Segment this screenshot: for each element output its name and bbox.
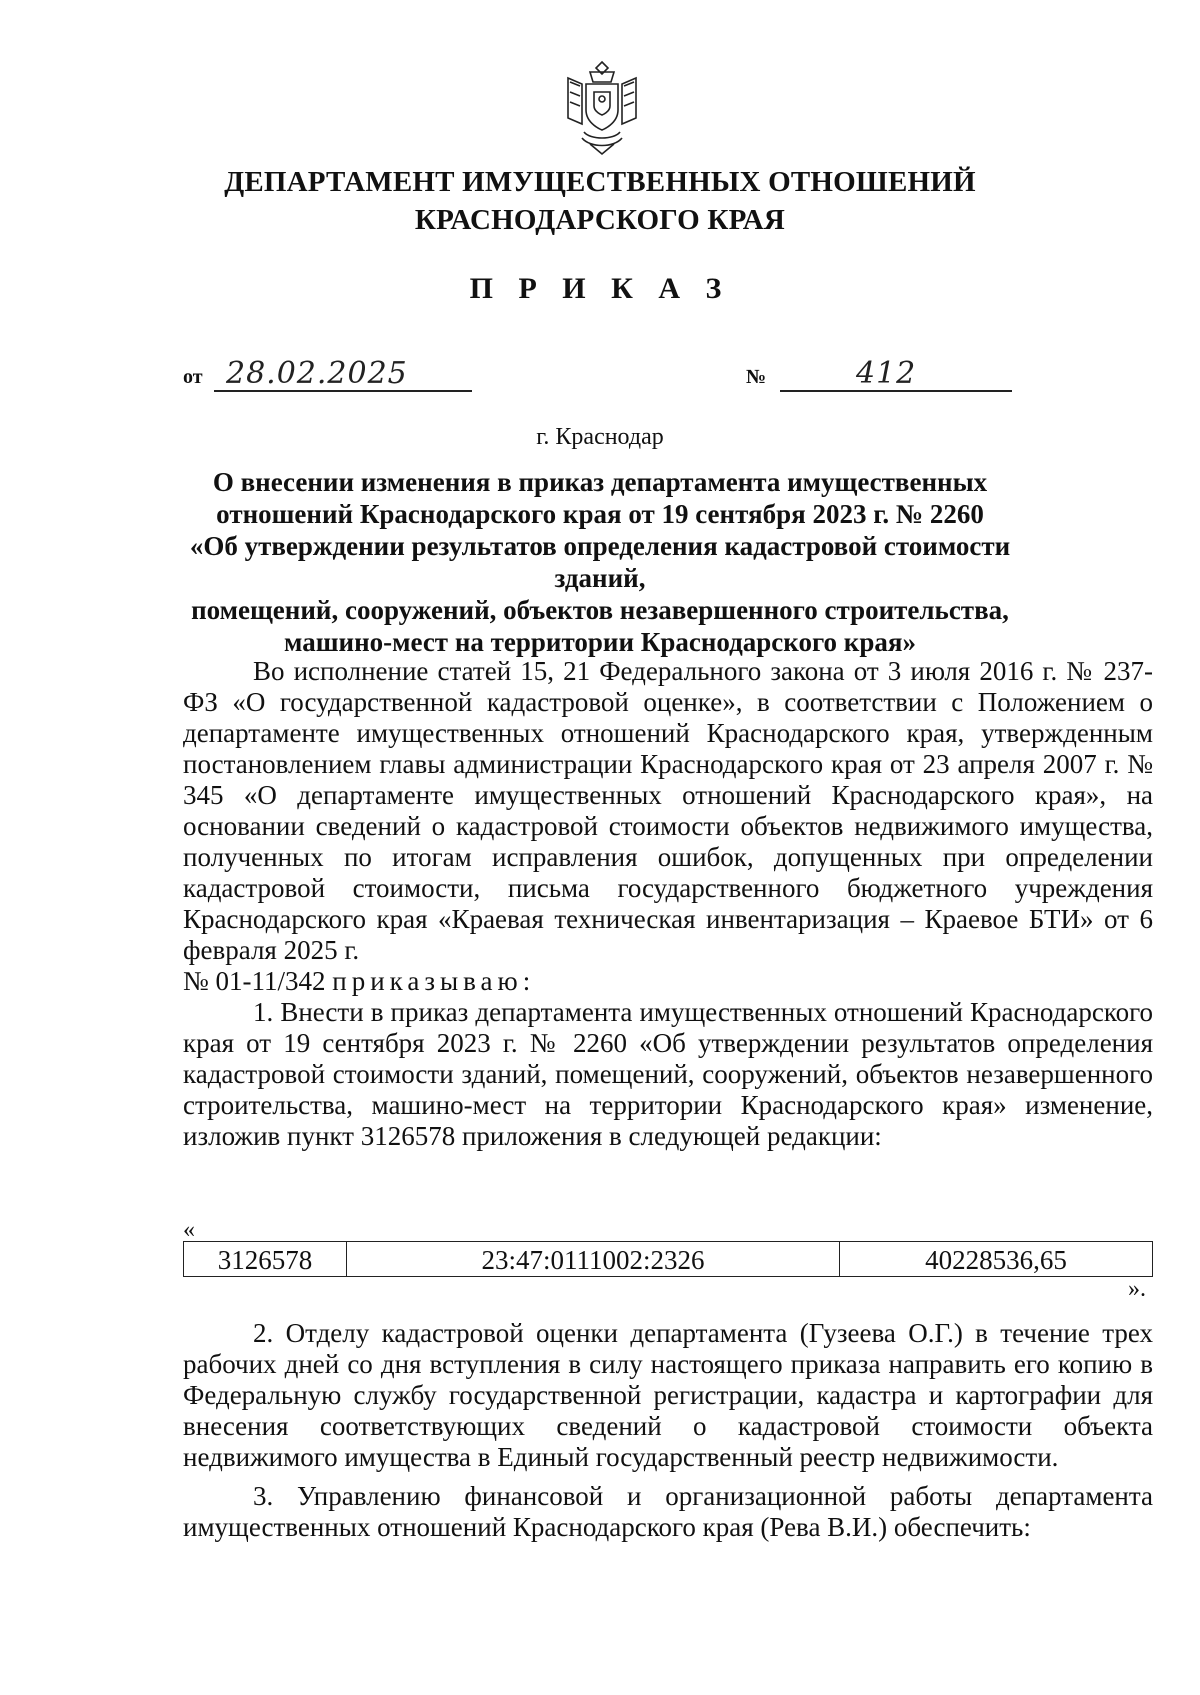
date-prefix: от [183, 366, 203, 388]
number-handwritten: 412 [856, 356, 917, 391]
number-prefix: № [746, 366, 767, 388]
city: г. Краснодар [536, 424, 664, 450]
cell-point: 3126578 [184, 1242, 347, 1277]
cell-value: 40228536,65 [840, 1242, 1153, 1277]
heading-line-2: отношений Краснодарского края от 19 сентября 2023 г. № 2260 [216, 499, 984, 529]
table-row [184, 1242, 1153, 1277]
item-3-paragraph: 3. Управлению финансовой и организационной работы департамента имущественных отношений Краснодарского края (Рева В.И.) обеспечить: [183, 1481, 1153, 1542]
preamble-paragraph: Во исполнение статей 15, 21 Федерального закона от 3 июля 2016 г. № 237-ФЗ «О государственной кадастровой оценке», в соответствии с Положением о департаменте имущественных отношений Краснодарского края, утвержденным постановлением главы администрации Краснодарского края от 23 апреля 2007 г. № 345 «О департаменте имущественных отношений Краснодарского края», на основании сведений о кадастровой стоимости объектов недвижимого имущества, полученных по итогам исправления ошибок, допущенных при определении кадастровой стоимости, письма государственного бюджетного учреждения Краснодарского края «Краевая техническая инвентаризация – Краевое БТИ» от 6 февраля 2025 г. [183, 656, 1153, 965]
item-2-paragraph: 2. Отделу кадастровой оценки департамента (Гузеева О.Г.) в течение трех рабочих дней со дня вступления в силу настоящего приказа направить его копию в Федеральную службу государственной регистрации, кадастра и картографии для внесения соответствующих сведений о кадастровой стоимости объекта недвижимого имущества в Единый государственный реестр недвижимости. [183, 1318, 1153, 1472]
cell-cadastral-number: 23:47:0111002:2326 [347, 1242, 840, 1277]
item-1-paragraph: 1. Внести в приказ департамента имущественных отношений Краснодарского края от 19 сентября 2023 г. № 2260 «Об утверждении результатов определения кадастровой стоимости зданий, помещений, сооружений, объектов незавершенного строительства, машино-мест на территории Краснодарского края» изменение, изложив пункт 3126578 приложения в следующей редакции: [183, 997, 1153, 1151]
heading-line-3: «Об утверждении результатов определения кадастровой стоимости зданий, [189, 531, 1011, 593]
order-title: П Р И К А З [469, 272, 731, 305]
quote-open: « [183, 1217, 195, 1243]
appendix-row-table [183, 1241, 1153, 1277]
preamble-end: № 01-11/342 приказываю: [183, 966, 536, 996]
body-block-2 [183, 1318, 1153, 1543]
document-heading [160, 466, 1040, 658]
heading-line-5: машино-мест на территории Краснодарского края» [284, 627, 916, 657]
heading-line-4: помещений, сооружений, объектов незавершенного строительства, [191, 595, 1009, 625]
heading-line-1: О внесении изменения в приказ департамента имущественных [212, 467, 988, 497]
date-handwritten: 28.02.2025 [226, 356, 408, 391]
order-verb: приказываю: [332, 966, 536, 996]
coat-of-arms-icon [560, 58, 644, 158]
department-name-line1: ДЕПАРТАМЕНТ ИМУЩЕСТВЕННЫХ ОТНОШЕНИЙ [224, 166, 976, 198]
department-name-line2: КРАСНОДАРСКОГО КРАЯ [414, 204, 786, 236]
body-block-1 [183, 656, 1153, 1152]
quote-close: ». [1128, 1276, 1146, 1302]
